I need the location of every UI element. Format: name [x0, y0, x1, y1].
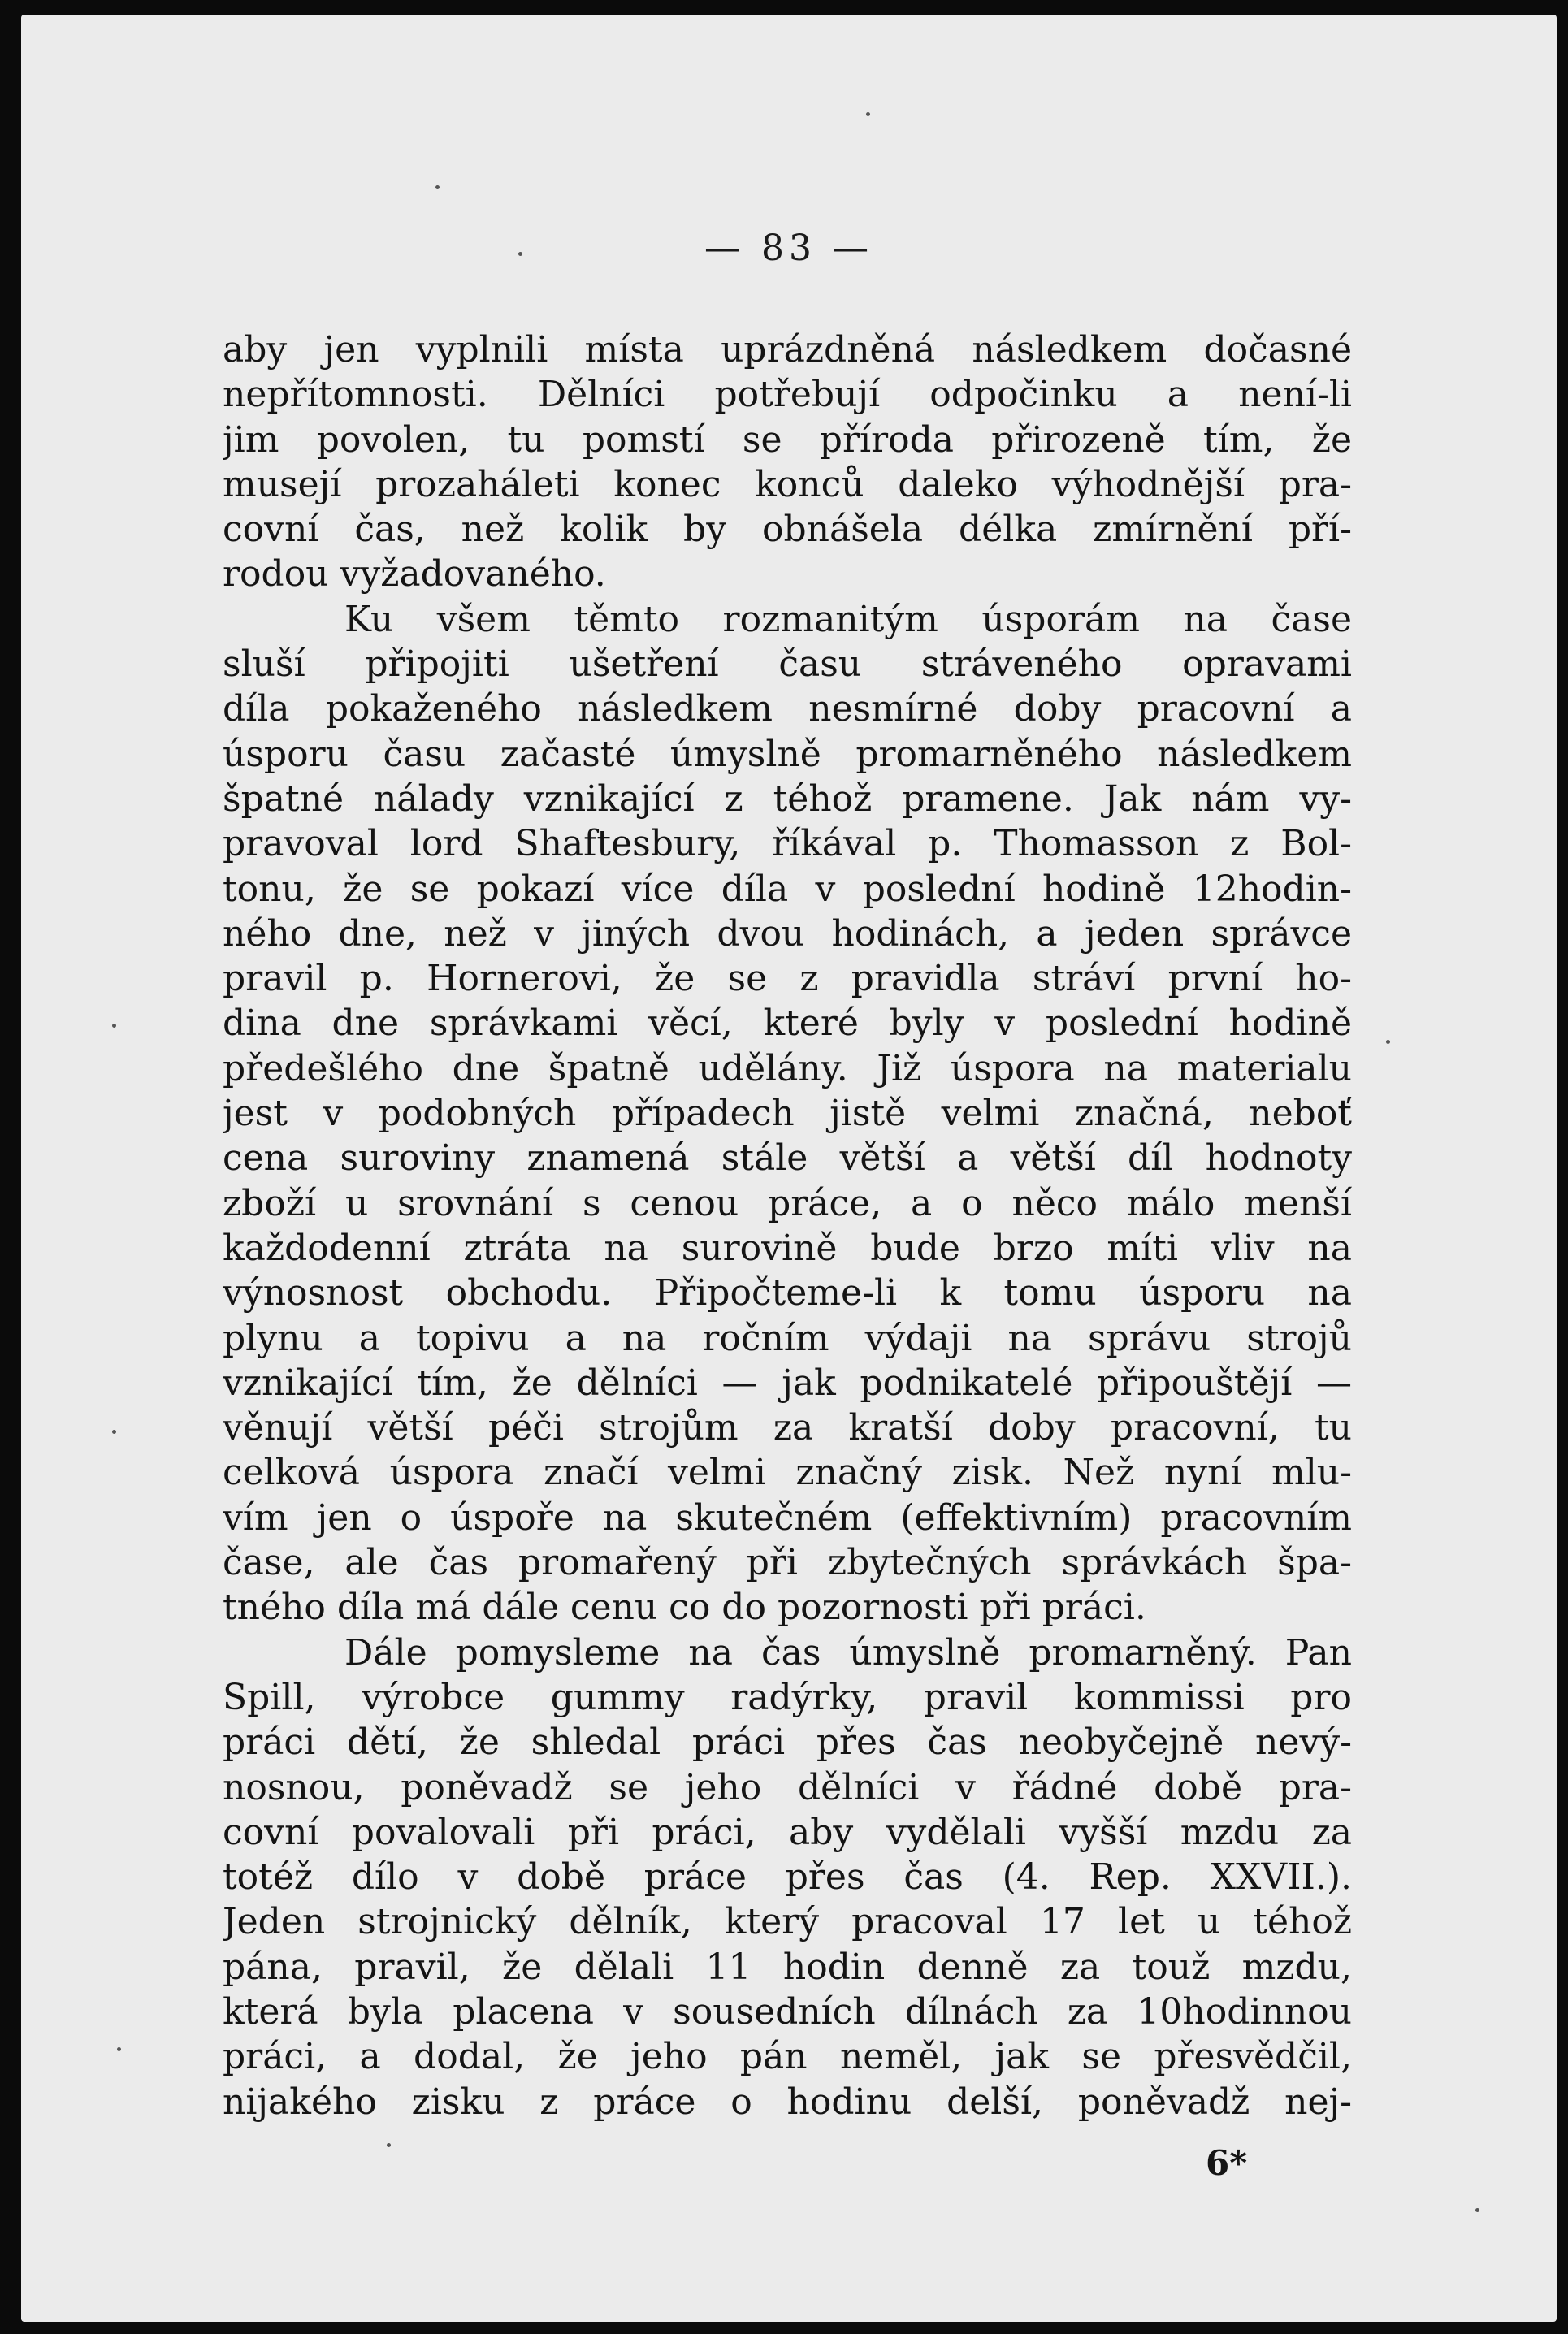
text-line: práci, a dodal, že jeho pán neměl, jak se přesvědčil, — [223, 2036, 1352, 2078]
text-line: ného dne, než v jiných dvou hodinách, a jeden správce — [223, 912, 1352, 955]
text-line: vím jen o úspoře na skutečném (effektivním) pracovním — [223, 1496, 1352, 1539]
text-line: pravil p. Hornerovi, že se z pravidla stráví první ho- — [223, 958, 1352, 1000]
text-line: tného díla má dále cenu co do pozornosti při práci. — [223, 1587, 1146, 1629]
text-line: Ku všem těmto rozmanitým úsporám na čase — [344, 598, 1352, 640]
text-line: zboží u srovnání s cenou práce, a o něco málo menší — [223, 1182, 1352, 1224]
print-speck — [518, 252, 522, 256]
text-line: věnují větší péči strojům za kratší doby pracovní, tu — [223, 1407, 1352, 1449]
print-speck — [117, 2047, 121, 2051]
text-line: nijakého zisku z práce o hodinu delší, poněvadž nej- — [223, 2081, 1352, 2123]
text-line: předešlého dne špatně udělány. Již úspora na materialu — [223, 1047, 1352, 1089]
text-line: díla pokaženého následkem nesmírné doby pracovní a — [223, 688, 1352, 730]
text-line: Jeden strojnický dělník, který pracoval 17 let u téhož — [223, 1901, 1352, 1943]
text-line: pána, pravil, že dělali 11 hodin denně za touž mzdu, — [223, 1946, 1352, 1988]
text-line: aby jen vyplnili místa uprázdněná následkem dočasné — [223, 329, 1352, 370]
text-line: covní povalovali při práci, aby vydělali vyšší mzdu za — [223, 1811, 1352, 1853]
text-line: nepřítomnosti. Dělníci potřebují odpočinku a není-li — [223, 374, 1352, 416]
print-speck — [435, 185, 440, 189]
text-line: musejí prozaháleti konec konců daleko výhodnější pra- — [223, 463, 1352, 505]
text-line: jest v podobných případech jistě velmi značná, neboť — [223, 1093, 1352, 1135]
print-speck — [1475, 2208, 1479, 2212]
text-line: covní čas, než kolik by obnášela délka zmírnění pří- — [223, 509, 1352, 551]
text-line: cena suroviny znamená stále větší a větší díl hodnoty — [223, 1137, 1352, 1180]
text-line: úsporu času začasté úmyslně promarněného následkem — [223, 733, 1352, 775]
print-speck — [112, 1024, 116, 1028]
text-line: rodou vyžadovaného. — [223, 553, 606, 595]
body-text — [223, 327, 1352, 2124]
text-line: která byla placena v sousedních dílnách za 10hodinnou — [223, 1990, 1352, 2033]
print-speck — [112, 1430, 116, 1434]
book-page — [21, 15, 1557, 2322]
text-line: jim povolen, tu pomstí se příroda přirozeně tím, že — [223, 418, 1352, 461]
text-line: tonu, že se pokazí více díla v poslední hodině 12hodin- — [223, 868, 1352, 910]
text-line: plynu a topivu a na ročním výdaji na správu strojů — [223, 1317, 1352, 1359]
text-line: pravoval lord Shaftesbury, říkával p. Thomasson z Bol- — [223, 823, 1352, 865]
print-speck — [387, 2143, 391, 2147]
signature-mark: 6* — [1206, 2143, 1248, 2183]
text-line: Dále pomysleme na čas úmyslně promarněný. Pan — [344, 1631, 1352, 1674]
text-line: Spill, výrobce gummy radýrky, pravil kommissi pro — [223, 1676, 1352, 1718]
text-line: dina dne správkami věcí, které byly v poslední hodině — [223, 1002, 1352, 1045]
text-line: nosnou, poněvadž se jeho dělníci v řádné době pra- — [223, 1766, 1352, 1808]
print-speck — [866, 112, 870, 116]
text-line: čase, ale čas promařený při zbytečných správkách špa- — [223, 1542, 1352, 1584]
text-line: výnosnost obchodu. Připočteme-li k tomu úsporu na — [223, 1272, 1352, 1314]
text-line: celková úspora značí velmi značný zisk. Než nyní mlu- — [223, 1452, 1352, 1494]
text-line: totéž dílo v době práce přes čas (4. Rep. XXVII.). — [223, 1856, 1352, 1899]
text-line: vznikající tím, že dělníci — jak podnikatelé připouštějí — — [223, 1362, 1352, 1404]
text-line: špatné nálady vznikající z téhož pramene. Jak nám vy- — [223, 777, 1352, 820]
text-line: práci dětí, že shledal práci přes čas neobyčejně nevý- — [223, 1721, 1352, 1764]
text-line: sluší připojiti ušetření času stráveného opravami — [223, 643, 1352, 686]
print-speck — [1386, 1040, 1390, 1044]
page-number: — 83 — — [704, 227, 873, 269]
text-line: každodenní ztráta na surovině bude brzo míti vliv na — [223, 1227, 1352, 1269]
